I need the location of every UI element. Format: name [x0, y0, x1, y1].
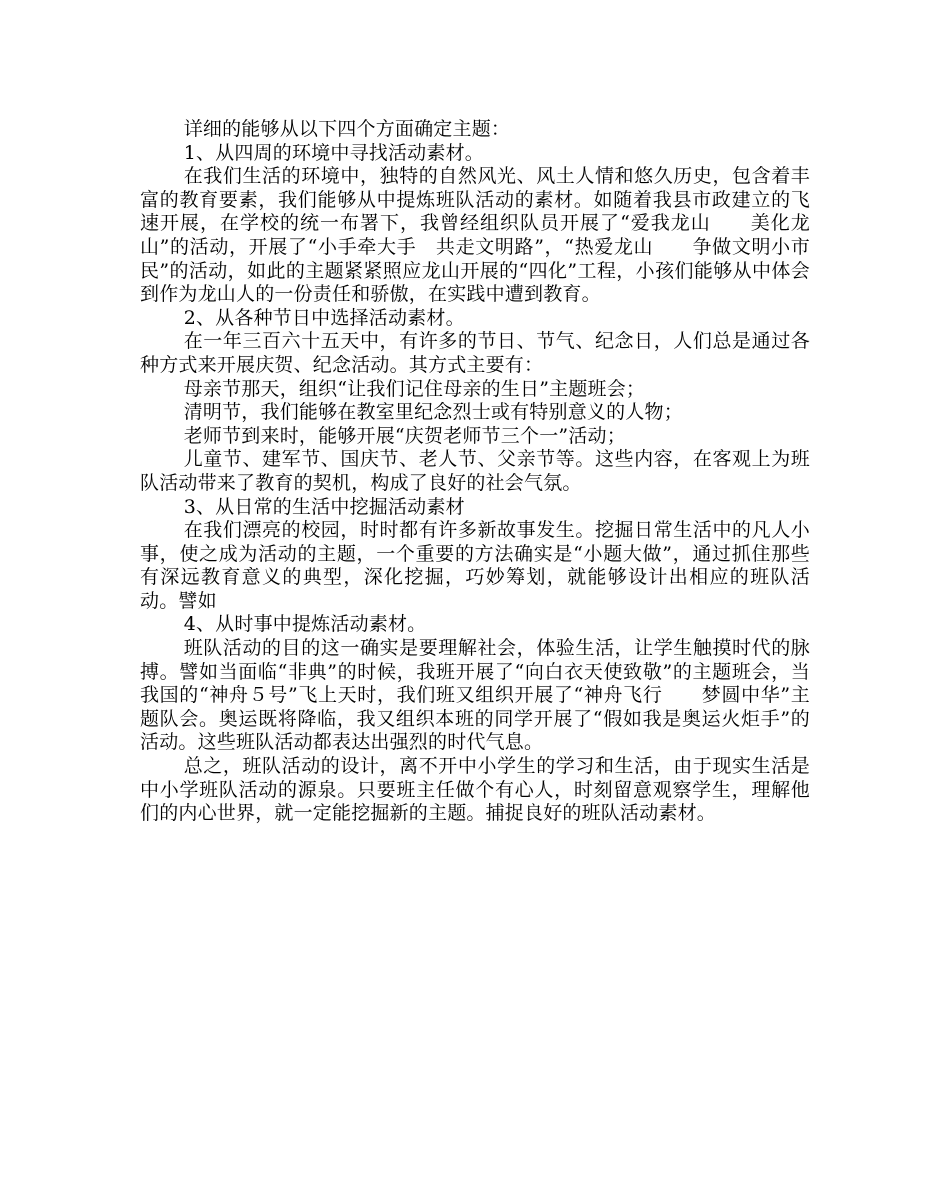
list-item: 母亲节那天，组织“让我们记住母亲的生日”主题班会；	[183, 377, 646, 400]
list-item: 清明节，我们能够在教室里纪念烈士或有特别意义的人物；	[183, 401, 683, 424]
list-item: 老师节到来时，能够开展“庆贺老师节三个一”活动；	[183, 424, 626, 447]
section-heading-2: 2、从各种节日中选择活动素材。	[183, 306, 465, 329]
body-paragraph: 儿童节、建军节、国庆节、老人节、父亲节等。这些内容，在客观上为班队活动带来了教育的契机，构成了良好的社会气氛。	[140, 448, 810, 494]
document-body	[140, 118, 810, 826]
section-heading-1: 1、从四周的环境中寻找活动素材。	[183, 141, 484, 164]
body-paragraph: 在一年三百六十五天中，有许多的节日、节气、纪念日，人们总是通过各种方式来开展庆贺、纪念活动。其方式主要有：	[140, 330, 810, 376]
body-paragraph: 在我们漂亮的校园，时时都有许多新故事发生。挖掘日常生活中的凡人小事，使之成为活动的主题，一个重要的方法确实是“小题大做”，通过抓住那些有深远教育意义的典型，深化挖掘，巧妙筹划，就能够设计出相应的班队活动。譬如	[140, 519, 810, 612]
conclusion-paragraph: 总之，班队活动的设计，离不开中小学生的学习和生活，由于现实生活是中小学班队活动的源泉。只要班主任做个有心人，时刻留意观察学生，理解他们的内心世界，就一定能挖掘新的主题。捕捉良好的班队活动素材。	[140, 755, 810, 825]
body-paragraph: 在我们生活的环境中，独特的自然风光、风土人情和悠久历史，包含着丰富的教育要素，我们能够从中提炼班队活动的素材。如随着我县市政建立的飞速开展，在学校的统一布署下，我曾经组织队员开展了“爱我龙山 美化龙山”的活动，开展了“小手牵大手 共走文明路”，“热爱龙山 争做文明小市民”的活动，如此的主题紧紧照应龙山开展的“四化”工程，小孩们能够从中体会到作为龙山人的一份责任和骄傲，在实践中遭到教育。	[140, 165, 810, 306]
body-paragraph: 班队活动的目的这一确实是要理解社会，体验生活，让学生触摸时代的脉搏。譬如当面临“非典”的时候，我班开展了“向白衣天使致敬”的主题班会，当我国的“神舟５号”飞上天时，我们班又组织开展了“神舟飞行 梦圆中华”主题队会。奥运既将降临，我又组织本班的同学开展了“假如我是奥运火炬手”的活动。这些班队活动都表达出强烈的时代气息。	[140, 637, 810, 754]
intro-paragraph: 详细的能够从以下四个方面确定主题：	[183, 118, 511, 140]
section-heading-4: 4、从时事中提炼活动素材。	[183, 613, 427, 636]
section-heading-3: 3、从日常的生活中挖掘活动素材	[183, 495, 465, 518]
